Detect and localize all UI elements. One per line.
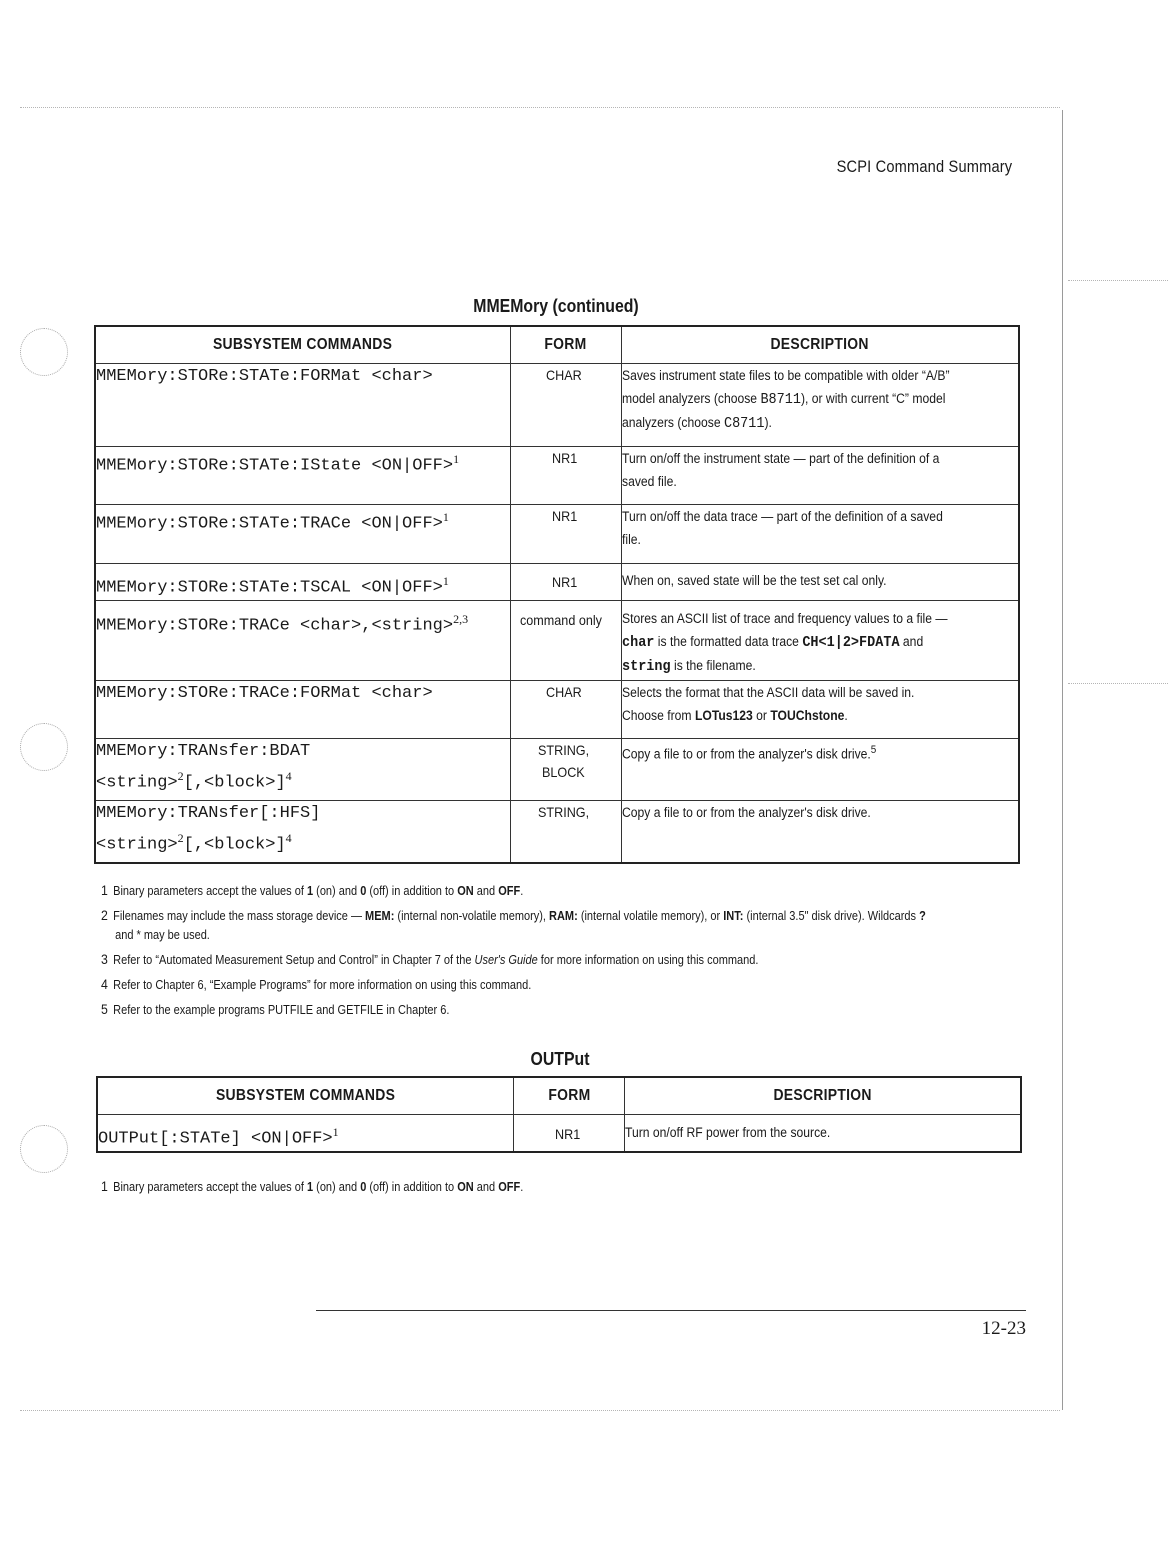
table-row	[95, 446, 1019, 504]
table-header-row	[97, 1077, 1021, 1114]
description-cell: Selects the format that the ASCII data will be saved in. Choose from LOTus123 or TOUChstone.	[621, 681, 1019, 739]
form-cell: NR1	[514, 1114, 625, 1152]
scan-edge-right	[1062, 110, 1063, 1410]
description-cell: Turn on/off the instrument state — part of the definition of a saved file.	[621, 446, 1019, 504]
footnote-3: 3 Refer to “Automated Measurement Setup and Control” in Chapter 7 of the User's Guide for more information on using this command.	[101, 951, 759, 967]
form-cell: CHAR	[511, 681, 622, 739]
scan-edge-top	[20, 107, 1060, 108]
table-row	[95, 363, 1019, 446]
footnote-2-cont: and * may be used.	[115, 928, 210, 942]
form-cell: command only	[511, 601, 622, 681]
table-row	[95, 563, 1019, 601]
footnote-2: 2 Filenames may include the mass storage device — MEM: (internal non-volatile memory), RAM: (internal volatile memory), or INT: (internal 3.5" disk drive). Wildcards ?	[101, 907, 926, 923]
scan-mark-right-2	[1068, 683, 1168, 684]
command-cell: MMEMory:STORe:STATe:TRACe <ON|OFF>$^1$	[95, 504, 511, 563]
command-cell: OUTPut[:STATe] <ON|OFF>$^1$	[97, 1114, 514, 1152]
command-cell: MMEMory:STORe:STATe:IState <ON|OFF>$^1$	[95, 446, 511, 504]
scan-mark-right-1	[1068, 280, 1168, 281]
col-header-commands: SUBSYSTEM COMMANDS	[95, 326, 511, 363]
form-cell: NR1	[511, 504, 622, 563]
col-header-form: FORM	[514, 1077, 625, 1114]
running-header: SCPI Command Summary	[836, 157, 1012, 176]
table-row	[95, 739, 1019, 801]
binder-hole-bottom	[20, 1125, 68, 1173]
col-header-commands: SUBSYSTEM COMMANDS	[97, 1077, 514, 1114]
description-cell: Stores an ASCII list of trace and frequency values to a file — char is the formatted data trace CH<1|2>FDATA and string is the filename.	[621, 601, 1019, 681]
command-cell: MMEMory:STORe:STATe:FORMat <char>	[95, 363, 511, 446]
command-cell: MMEMory:TRANsfer:BDAT <string>$^2$[,<block>]$^4$	[95, 739, 511, 801]
form-cell: NR1	[511, 446, 622, 504]
output-footnotes	[101, 1177, 581, 1197]
table-row	[95, 681, 1019, 739]
form-cell: STRING, BLOCK	[511, 739, 622, 801]
footnote-1: 1 Binary parameters accept the values of 1 (on) and 0 (off) in addition to ON and OFF.	[101, 1178, 524, 1194]
mmemory-section-title: MMEMory (continued)	[473, 296, 639, 316]
footnote-4: 4 Refer to Chapter 6, “Example Programs” for more information on using this command.	[101, 976, 532, 992]
description-cell: When on, saved state will be the test set cal only.	[621, 563, 1019, 601]
mmemory-footnotes	[101, 881, 1038, 1020]
footnote-1: 1 Binary parameters accept the values of 1 (on) and 0 (off) in addition to ON and OFF.	[101, 882, 524, 898]
command-cell: MMEMory:STORe:TRACe <char>,<string>$^{2,3}$	[95, 601, 511, 681]
scan-edge-bottom	[20, 1410, 1060, 1411]
form-cell: CHAR	[511, 363, 622, 446]
description-cell: Copy a file to or from the analyzer's disk drive.	[621, 801, 1019, 863]
output-section-title: OUTPut	[530, 1049, 590, 1069]
table-row	[95, 504, 1019, 563]
table-row	[97, 1114, 1021, 1152]
description-cell: Turn on/off the data trace — part of the definition of a saved file.	[621, 504, 1019, 563]
description-cell: Copy a file to or from the analyzer's disk drive.$^5$	[621, 739, 1019, 801]
form-cell: NR1	[511, 563, 622, 601]
col-header-form: FORM	[511, 326, 622, 363]
mmemory-command-table	[94, 325, 1020, 864]
page-number: 12-23	[981, 1318, 1026, 1339]
output-command-table	[96, 1076, 1022, 1153]
description-cell: Turn on/off RF power from the source.	[625, 1114, 1021, 1152]
command-cell: MMEMory:STORe:STATe:TSCAL <ON|OFF>$^1$	[95, 563, 511, 601]
table-header-row	[95, 326, 1019, 363]
command-cell: MMEMory:STORe:TRACe:FORMat <char>	[95, 681, 511, 739]
footer-rule	[316, 1310, 1026, 1311]
binder-hole-middle	[20, 723, 68, 771]
form-cell: STRING,	[511, 801, 622, 863]
binder-hole-top	[20, 328, 68, 376]
command-cell: MMEMory:TRANsfer[:HFS] <string>$^2$[,<block>]$^4$	[95, 801, 511, 863]
table-row	[95, 601, 1019, 681]
table-row	[95, 801, 1019, 863]
col-header-description: DESCRIPTION	[625, 1077, 1021, 1114]
description-cell: Saves instrument state files to be compatible with older “A/B” model analyzers (choose B8711), or with current “C” model analyzers (choose C8711).	[621, 363, 1019, 446]
footnote-5: 5 Refer to the example programs PUTFILE and GETFILE in Chapter 6.	[101, 1001, 450, 1017]
col-header-description: DESCRIPTION	[621, 326, 1019, 363]
